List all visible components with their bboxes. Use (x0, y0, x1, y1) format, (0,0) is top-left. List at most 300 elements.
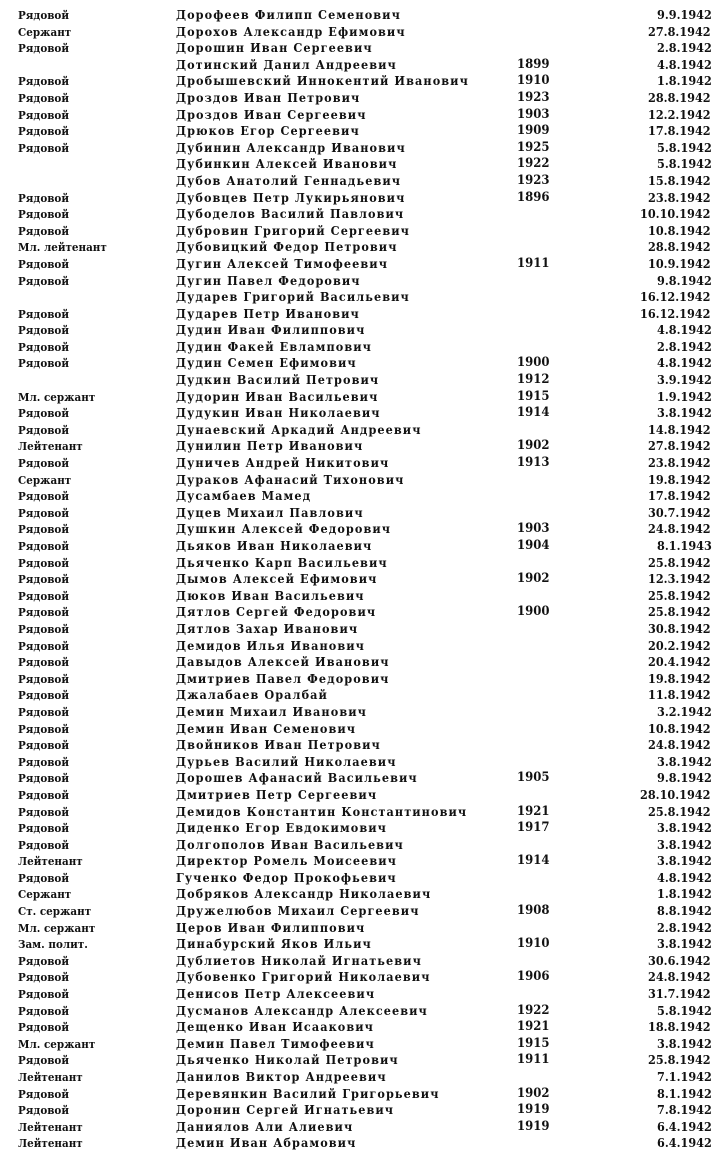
rank-label: Рядовой (18, 787, 70, 802)
death-date: 3.8.1942 (657, 405, 712, 421)
rank-label: Рядовой (18, 323, 70, 338)
birth-year: 1915 (517, 388, 550, 404)
list-item (0, 488, 726, 505)
death-date: 7.8.1942 (657, 1102, 712, 1118)
birth-year: 1903 (517, 521, 550, 537)
person-name: Дублиетов Николай Игнатьевич (176, 952, 422, 968)
rank-label: Лейтенант (18, 1070, 83, 1084)
death-date: 10.8.1942 (648, 720, 712, 736)
rank-label: Рядовой (18, 422, 70, 437)
list-item (0, 604, 726, 621)
person-name: Дубовцев Петр Лукирьянович (176, 189, 406, 205)
list-item (0, 920, 726, 937)
death-date: 19.8.1942 (648, 670, 712, 686)
list-item (0, 638, 726, 655)
death-date: 9.8.1942 (657, 770, 712, 786)
death-date: 1.8.1942 (657, 886, 712, 902)
death-date: 6.4.1942 (657, 1135, 712, 1151)
list-item (0, 339, 726, 356)
death-date: 30.8.1942 (648, 620, 712, 636)
list-item (0, 1069, 726, 1086)
person-name: Дьяков Иван Николаевич (176, 538, 373, 553)
death-date: 16.12.1942 (639, 305, 711, 321)
rank-label: Рядовой (18, 754, 70, 769)
rank-label: Рядовой (18, 771, 70, 786)
person-name: Дубинин Александр Иванович (176, 139, 406, 155)
birth-year: 1906 (517, 969, 550, 985)
rank-label: Рядовой (18, 489, 70, 504)
person-name: Денисов Петр Алексеевич (176, 986, 376, 1002)
person-name: Гученко Федор Прокофьевич (176, 869, 397, 885)
death-date: 14.8.1942 (648, 421, 712, 437)
birth-year: 1910 (517, 73, 550, 89)
death-date: 24.8.1942 (648, 737, 712, 753)
list-item (0, 306, 726, 323)
list-item (0, 969, 726, 986)
list-item (0, 239, 726, 256)
death-date: 7.1.1942 (657, 1069, 712, 1084)
list-item (0, 986, 726, 1003)
person-name: Доронин Сергей Игнатьевич (176, 1102, 395, 1118)
person-name: Дотинский Данил Андреевич (176, 56, 397, 72)
rank-label: Лейтенант (18, 854, 83, 869)
person-name: Дудкин Василий Петрович (176, 372, 380, 388)
rank-label: Рядовой (18, 339, 70, 354)
rank-label: Рядовой (18, 671, 70, 686)
birth-year: 1913 (517, 455, 550, 471)
list-item (0, 538, 726, 555)
rank-label: Рядовой (18, 688, 70, 703)
rank-label: Рядовой (18, 41, 70, 56)
rank-label: Рядовой (18, 605, 70, 620)
rank-label: Рядовой (18, 1086, 70, 1101)
death-date: 25.8.1942 (648, 554, 712, 570)
rank-label: Рядовой (18, 406, 70, 421)
person-name: Дунилин Петр Иванович (176, 438, 364, 454)
death-date: 1.8.1942 (657, 73, 712, 89)
list-item (0, 438, 726, 455)
birth-year: 1914 (517, 405, 550, 421)
death-date: 31.7.1942 (648, 986, 712, 1002)
list-item (0, 140, 726, 157)
rank-label: Рядовой (18, 505, 70, 520)
person-name: Дударев Григорий Васильевич (176, 289, 410, 305)
birth-year: 1902 (517, 438, 550, 454)
death-date: 3.8.1942 (657, 853, 712, 869)
death-date: 25.8.1942 (648, 587, 712, 603)
rank-label: Рядовой (18, 1103, 70, 1118)
rank-label: Сержант (18, 887, 72, 902)
person-name: Дудин Семен Ефимович (176, 355, 357, 371)
death-date: 25.8.1942 (648, 803, 712, 819)
list-item (0, 1036, 726, 1053)
rank-label: Рядовой (18, 306, 70, 321)
death-date: 2.8.1942 (657, 919, 712, 935)
person-name: Дудин Иван Филиппович (176, 322, 366, 338)
birth-year: 1902 (517, 1085, 550, 1101)
death-date: 28.10.1942 (639, 786, 711, 802)
person-name: Дубовицкий Федор Петрович (176, 239, 398, 255)
list-item (0, 107, 726, 124)
person-name: Дубоделов Василий Павлович (176, 206, 405, 222)
rank-label: Рядовой (18, 804, 70, 819)
rank-label: Рядовой (18, 1003, 70, 1018)
death-date: 3.8.1942 (657, 836, 712, 852)
birth-year: 1908 (517, 903, 550, 919)
birth-year: 1900 (517, 604, 550, 620)
person-name: Дроздов Иван Петрович (176, 89, 361, 105)
list-item (0, 555, 726, 572)
list-item (0, 853, 726, 870)
person-name: Демидов Константин Константинович (176, 803, 468, 819)
person-name: Дубов Анатолий Геннадьевич (176, 172, 402, 188)
death-date: 3.2.1942 (657, 703, 712, 719)
list-item (0, 1135, 726, 1152)
person-name: Дмитриев Петр Сергеевич (176, 786, 378, 802)
rank-label: Рядовой (18, 870, 70, 885)
list-item (0, 57, 726, 74)
list-item (0, 455, 726, 472)
rank-label: Рядовой (18, 738, 70, 753)
casualty-list (0, 7, 726, 1152)
list-item (0, 422, 726, 439)
birth-year: 1922 (517, 156, 550, 172)
rank-label: Мл. сержант (18, 1036, 96, 1051)
birth-year: 1911 (517, 255, 550, 271)
person-name: Дюков Иван Васильевич (176, 587, 365, 603)
person-name: Дударев Петр Иванович (176, 305, 360, 321)
death-date: 6.4.1942 (657, 1118, 712, 1134)
list-item (0, 936, 726, 953)
birth-year: 1910 (517, 936, 550, 952)
list-item (0, 837, 726, 854)
person-name: Дмитриев Павел Федорович (176, 670, 390, 686)
person-name: Душкин Алексей Федорович (176, 521, 392, 537)
death-date: 23.8.1942 (648, 455, 712, 471)
person-name: Церов Иван Филиппович (176, 919, 366, 935)
rank-label: Рядовой (18, 539, 70, 553)
death-date: 23.8.1942 (648, 189, 712, 205)
list-item (0, 256, 726, 273)
list-item (0, 1052, 726, 1069)
death-date: 24.8.1942 (648, 521, 712, 537)
death-date: 3.8.1942 (657, 1035, 712, 1051)
list-item (0, 770, 726, 787)
death-date: 2.8.1942 (657, 40, 712, 56)
death-date: 1.9.1942 (657, 388, 712, 404)
death-date: 8.8.1942 (657, 903, 712, 919)
death-date: 2.8.1942 (657, 338, 712, 354)
birth-year: 1923 (517, 89, 550, 105)
list-item (0, 521, 726, 538)
death-date: 16.12.1942 (639, 289, 711, 305)
rank-label: Мл. сержант (18, 389, 96, 404)
death-date: 5.8.1942 (657, 156, 712, 172)
rank-label: Рядовой (18, 970, 70, 985)
person-name: Динабурский Яков Ильич (176, 936, 372, 952)
list-item (0, 621, 726, 638)
person-name: Дугин Павел Федорович (176, 272, 361, 288)
list-item (0, 156, 726, 173)
birth-year: 1909 (517, 123, 550, 139)
list-item (0, 737, 726, 754)
person-name: Добряков Александр Николаевич (176, 886, 432, 902)
birth-year: 1912 (517, 372, 550, 388)
death-date: 25.8.1942 (648, 604, 712, 620)
list-item (0, 505, 726, 522)
rank-label: Рядовой (18, 1053, 70, 1068)
list-item (0, 7, 726, 24)
death-date: 20.2.1942 (648, 637, 712, 653)
rank-label: Рядовой (18, 987, 70, 1002)
death-date: 10.8.1942 (648, 222, 712, 238)
birth-year: 1900 (517, 355, 550, 371)
birth-year: 1919 (517, 1102, 550, 1118)
death-date: 30.7.1942 (648, 504, 712, 520)
list-item (0, 405, 726, 422)
person-name: Дымов Алексей Ефимович (176, 571, 378, 587)
rank-label: Рядовой (18, 207, 70, 222)
death-date: 15.8.1942 (648, 172, 712, 188)
person-name: Демин Михаил Иванович (176, 703, 367, 719)
person-name: Дорохов Александр Ефимович (176, 23, 406, 39)
birth-year: 1896 (517, 189, 550, 205)
person-name: Дураков Афанасий Тихонович (176, 471, 405, 487)
list-item (0, 588, 726, 605)
death-date: 3.8.1942 (657, 936, 712, 952)
rank-label: Ст. сержант (18, 904, 92, 919)
person-name: Дещенко Иван Исаакович (176, 1019, 374, 1035)
rank-label: Рядовой (18, 555, 70, 570)
rank-label: Рядовой (18, 140, 70, 155)
person-name: Дусманов Александр Алексеевич (176, 1002, 428, 1018)
list-item (0, 820, 726, 837)
person-name: Дорофеев Филипп Семенович (176, 7, 401, 22)
birth-year: 1922 (517, 1002, 550, 1018)
list-item (0, 123, 726, 140)
death-date: 12.3.1942 (648, 571, 712, 587)
birth-year: 1917 (517, 820, 550, 836)
death-date: 10.10.1942 (639, 206, 711, 222)
person-name: Долгополов Иван Васильевич (176, 836, 404, 852)
birth-year: 1903 (517, 106, 550, 122)
death-date: 19.8.1942 (648, 471, 712, 487)
rank-label: Рядовой (18, 107, 70, 122)
list-item (0, 804, 726, 821)
rank-label: Сержант (18, 472, 72, 487)
person-name: Дятлов Сергей Федорович (176, 604, 377, 620)
birth-year: 1905 (517, 770, 550, 786)
death-date: 30.6.1942 (648, 952, 712, 968)
death-date: 4.8.1942 (657, 869, 712, 885)
person-name: Дятлов Захар Иванович (176, 620, 359, 636)
rank-label: Рядовой (18, 190, 70, 205)
rank-label: Рядовой (18, 837, 70, 852)
person-name: Диденко Егор Евдокимович (176, 820, 387, 836)
list-item (0, 721, 726, 738)
list-item (0, 1003, 726, 1020)
list-item (0, 73, 726, 90)
person-name: Дугин Алексей Тимофеевич (176, 255, 389, 271)
person-name: Джалабаев Оралбай (176, 687, 328, 703)
death-date: 25.8.1942 (648, 1052, 712, 1068)
rank-label: Лейтенант (18, 1119, 83, 1134)
rank-label: Рядовой (18, 588, 70, 603)
death-date: 17.8.1942 (648, 488, 712, 504)
person-name: Дрюков Егор Сергеевич (176, 123, 360, 139)
list-item (0, 1102, 726, 1119)
death-date: 8.1.1942 (657, 1085, 712, 1101)
person-name: Дудин Факей Евлампович (176, 338, 372, 354)
birth-year: 1904 (517, 538, 550, 553)
person-name: Демин Павел Тимофеевич (176, 1035, 375, 1051)
list-item (0, 704, 726, 721)
person-name: Дусамбаев Мамед (176, 488, 312, 504)
person-name: Дурьев Василий Николаевич (176, 753, 397, 769)
birth-year: 1921 (517, 1019, 550, 1035)
death-date: 11.8.1942 (648, 687, 712, 703)
rank-label: Рядовой (18, 1020, 70, 1035)
person-name: Дудорин Иван Васильевич (176, 388, 379, 404)
person-name: Дунаевский Аркадий Андреевич (176, 421, 422, 437)
person-name: Дружелюбов Михаил Сергеевич (176, 903, 420, 919)
person-name: Дубинкин Алексей Иванович (176, 156, 398, 172)
rank-label: Рядовой (18, 522, 70, 537)
list-item (0, 787, 726, 804)
rank-label: Мл. сержант (18, 920, 96, 935)
list-item (0, 206, 726, 223)
list-item (0, 355, 726, 372)
list-item (0, 903, 726, 920)
person-name: Дорошев Афанасий Васильевич (176, 770, 418, 786)
list-item (0, 571, 726, 588)
list-item (0, 289, 726, 306)
death-date: 27.8.1942 (648, 23, 712, 39)
list-item (0, 1119, 726, 1136)
death-date: 10.9.1942 (648, 255, 712, 271)
death-date: 8.1.1943 (657, 538, 712, 553)
rank-label: Рядовой (18, 8, 70, 22)
rank-label: Рядовой (18, 721, 70, 736)
person-name: Дуничев Андрей Никитович (176, 455, 390, 471)
rank-label: Рядовой (18, 621, 70, 636)
birth-year: 1911 (517, 1052, 550, 1068)
list-item (0, 870, 726, 887)
person-name: Дубровин Григорий Сергеевич (176, 222, 410, 238)
death-date: 4.8.1942 (657, 355, 712, 371)
person-name: Деревянкин Василий Григорьевич (176, 1085, 440, 1101)
rank-label: Мл. лейтенант (18, 240, 107, 255)
list-item (0, 687, 726, 704)
person-name: Дудукин Иван Николаевич (176, 405, 381, 421)
person-name: Директор Ромель Моисеевич (176, 853, 397, 869)
death-date: 3.8.1942 (657, 820, 712, 836)
list-item (0, 1019, 726, 1036)
death-date: 9.8.1942 (657, 272, 712, 288)
death-date: 3.9.1942 (657, 372, 712, 388)
death-date: 12.2.1942 (648, 106, 712, 122)
birth-year: 1915 (517, 1035, 550, 1051)
rank-label: Рядовой (18, 223, 70, 238)
rank-label: Рядовой (18, 256, 70, 271)
rank-label: Рядовой (18, 638, 70, 653)
person-name: Двойников Иван Петрович (176, 737, 381, 753)
death-date: 28.8.1942 (648, 239, 712, 255)
birth-year: 1919 (517, 1118, 550, 1134)
birth-year: 1899 (517, 56, 550, 72)
birth-year: 1902 (517, 571, 550, 587)
list-item (0, 886, 726, 903)
list-item (0, 173, 726, 190)
rank-label: Лейтенант (18, 439, 83, 454)
list-item (0, 223, 726, 240)
person-name: Дроздов Иван Сергеевич (176, 106, 367, 122)
birth-year: 1921 (517, 803, 550, 819)
birth-year: 1914 (517, 853, 550, 869)
list-item (0, 372, 726, 389)
birth-year: 1925 (517, 139, 550, 155)
person-name: Дорошин Иван Сергеевич (176, 40, 373, 56)
rank-label: Рядовой (18, 456, 70, 471)
person-name: Даниялов Али Алиевич (176, 1118, 354, 1134)
rank-label: Рядовой (18, 821, 70, 836)
death-date: 20.4.1942 (648, 654, 712, 670)
death-date: 4.8.1942 (657, 322, 712, 338)
death-date: 5.8.1942 (657, 1002, 712, 1018)
rank-label: Рядовой (18, 953, 70, 968)
rank-label: Лейтенант (18, 1136, 83, 1151)
rank-label: Рядовой (18, 356, 70, 371)
list-item (0, 24, 726, 41)
list-item (0, 671, 726, 688)
death-date: 4.8.1942 (657, 56, 712, 72)
person-name: Данилов Виктор Андреевич (176, 1069, 387, 1084)
death-date: 17.8.1942 (648, 123, 712, 139)
list-item (0, 190, 726, 207)
rank-label: Рядовой (18, 273, 70, 288)
person-name: Дьяченко Николай Петрович (176, 1052, 399, 1068)
rank-label: Рядовой (18, 124, 70, 139)
list-item (0, 1086, 726, 1103)
person-name: Демидов Илья Иванович (176, 637, 365, 653)
rank-label: Рядовой (18, 704, 70, 719)
list-item (0, 754, 726, 771)
list-item (0, 654, 726, 671)
death-date: 28.8.1942 (648, 89, 712, 105)
list-item (0, 273, 726, 290)
rank-label: Зам. полит. (18, 937, 88, 952)
list-item (0, 953, 726, 970)
list-item (0, 322, 726, 339)
person-name: Дьяченко Карп Васильевич (176, 554, 388, 570)
person-name: Демин Иван Абрамович (176, 1135, 357, 1151)
person-name: Давыдов Алексей Иванович (176, 654, 390, 670)
person-name: Демин Иван Семенович (176, 720, 357, 736)
list-item (0, 40, 726, 57)
list-item (0, 389, 726, 406)
death-date: 24.8.1942 (648, 969, 712, 985)
person-name: Дубовенко Григорий Николаевич (176, 969, 431, 985)
rank-label: Сержант (18, 24, 72, 39)
death-date: 9.9.1942 (657, 7, 712, 22)
death-date: 18.8.1942 (648, 1019, 712, 1035)
death-date: 27.8.1942 (648, 438, 712, 454)
rank-label: Рядовой (18, 74, 70, 89)
list-item (0, 472, 726, 489)
rank-label: Рядовой (18, 655, 70, 670)
person-name: Дробышевский Иннокентий Иванович (176, 73, 469, 89)
list-item (0, 90, 726, 107)
